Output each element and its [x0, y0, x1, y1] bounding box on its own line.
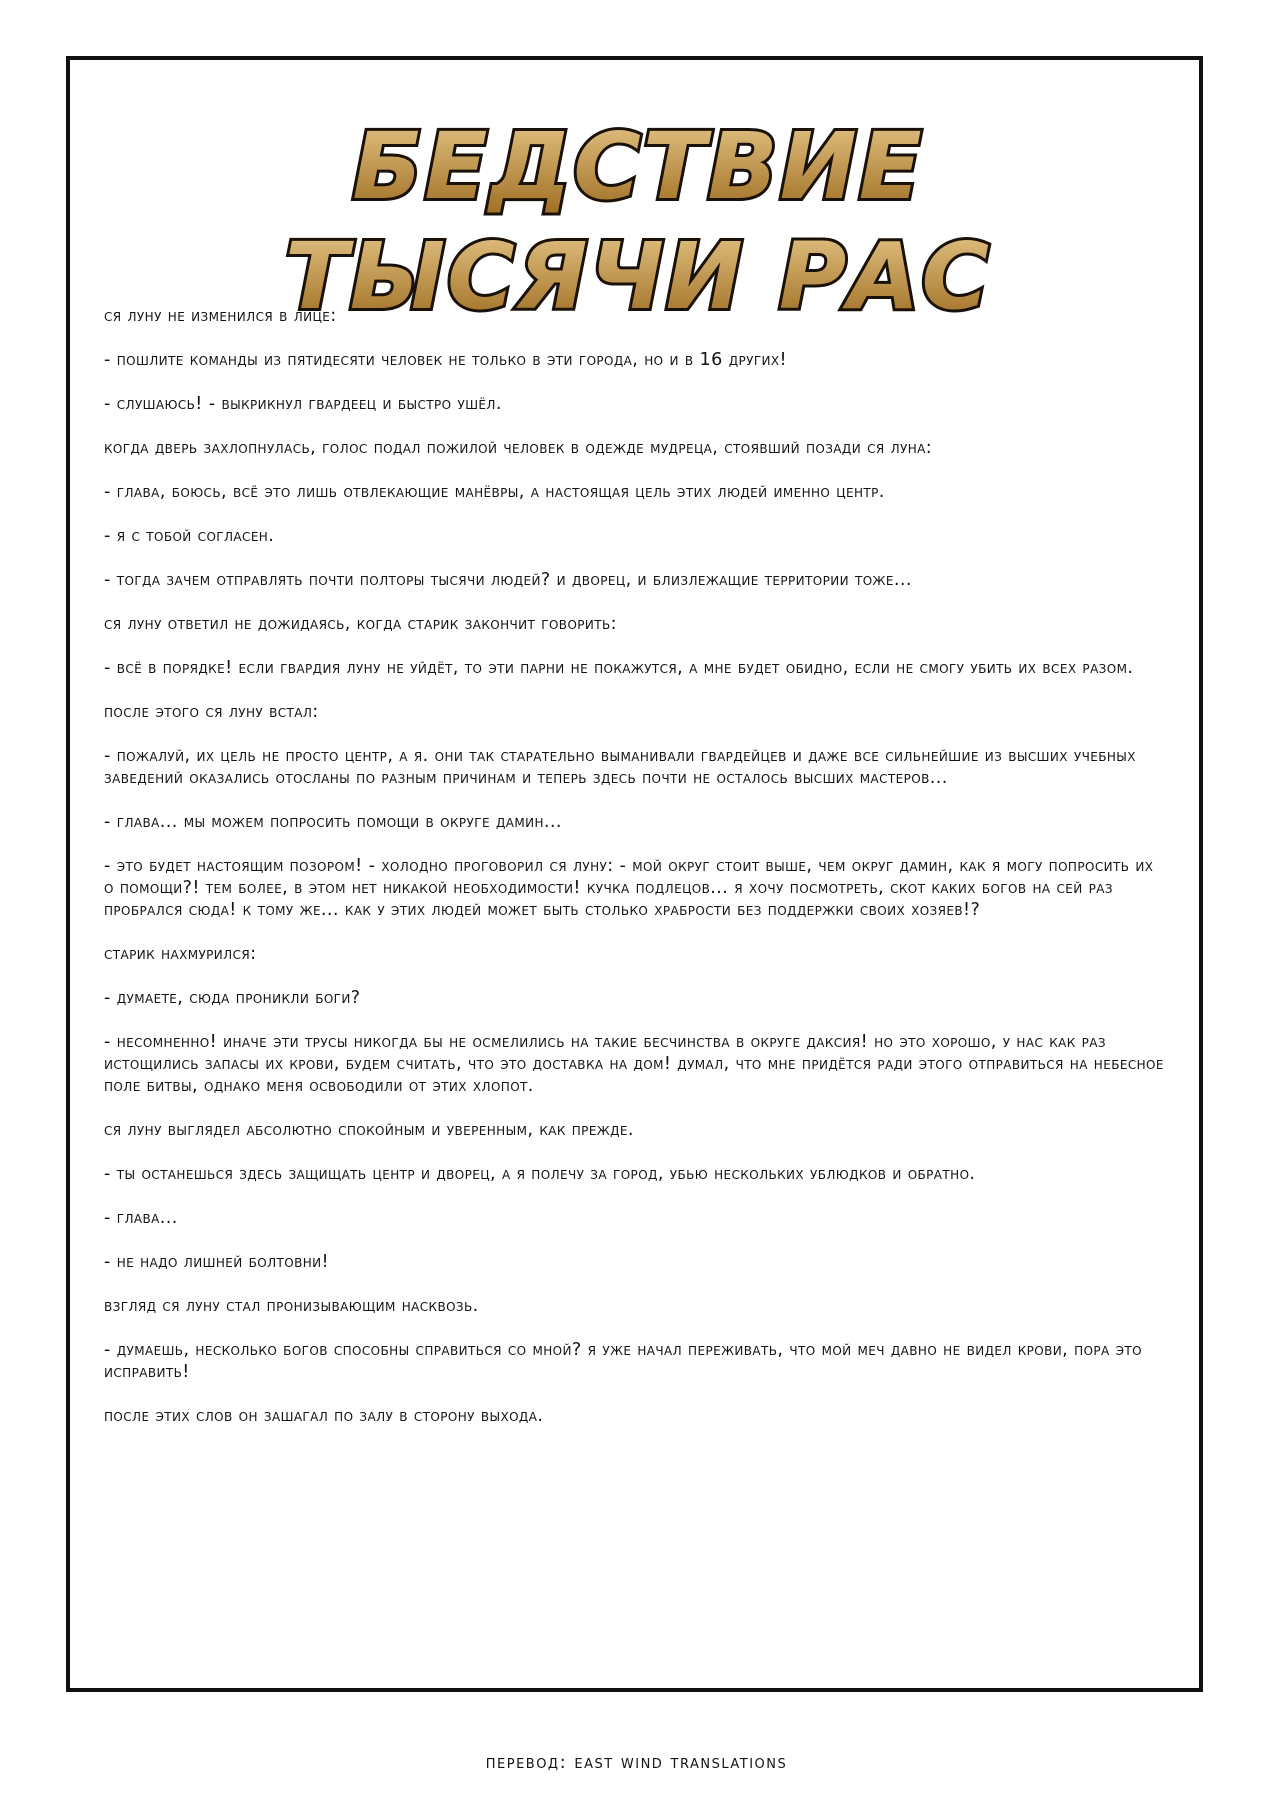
title-logo: [270, 90, 1007, 340]
paragraph: ся луну выглядел абсолютно спокойным и уверенным, как прежде.: [104, 1120, 634, 1140]
paragraph: - думаешь, несколько богов способны справиться со мной? я уже начал переживать, что мой меч давно не видел крови, пора это исправить!: [104, 1340, 1143, 1382]
paragraph: - всё в порядке! если гвардия луну не уйдёт, то эти парни не покажутся, а мне будет обидно, если не смогу убить их всех разом.: [104, 658, 1134, 678]
paragraph: - глава... мы можем попросить помощи в округе дамин...: [104, 812, 562, 832]
paragraph: когда дверь захлопнулась, голос подал пожилой человек в одежде мудреца, стоявший позади ся луна:: [104, 438, 933, 458]
paragraph: - это будет настоящим позором! - холодно проговорил ся луну: - мой округ стоит выше, чем округ дамин, как я могу попросить их о помощи?! тем более, в этом нет никакой необходимости! кучка подлецов... я хочу посмотреть, скот каких богов на сей раз пробрался сюда! к тому же... как у этих людей может быть столько храбрости без поддержки своих хозяев!?: [104, 856, 1154, 920]
paragraph: - думаете, сюда проникли боги?: [104, 988, 361, 1008]
paragraph: - не надо лишней болтовни!: [104, 1252, 329, 1272]
paragraph: - ты останешься здесь защищать центр и дворец, а я полечу за город, убью нескольких ублюдков и обратно.: [104, 1164, 976, 1184]
paragraph: - тогда зачем отправлять почти полторы тысячи людей? и дворец, и близлежащие территории тоже...: [104, 570, 912, 590]
page-frame: [66, 56, 1203, 1692]
paragraph: - несомненно! иначе эти трусы никогда бы не осмелились на такие бесчинства в округе даксия! но это хорошо, у нас как раз истощились запасы их крови, будем считать, что это доставка на дом! думал, что мне придётся ради этого отправиться на небесное поле битвы, однако меня освободили от этих хлопот.: [104, 1032, 1164, 1096]
paragraph: после этих слов он зашагал по залу в сторону выхода.: [104, 1406, 544, 1426]
paragraph: - слушаюсь! - выкрикнул гвардеец и быстро ушёл.: [104, 394, 502, 414]
paragraph: старик нахмурился:: [104, 944, 257, 964]
paragraph: ся луну не изменился в лице:: [104, 306, 337, 326]
paragraph: после этого ся луну встал:: [104, 702, 319, 722]
title-line-2: ТЫСЯЧИ РАС: [285, 223, 991, 330]
paragraph: - пожалуй, их цель не просто центр, а я. они так старательно выманивали гвардейцев и даже все сильнейшие из высших учебных заведений оказались отосланы по разным причинам и теперь здесь почти не осталось высших мастеров...: [104, 746, 1136, 788]
title-line-1: БЕДСТВИЕ: [352, 113, 924, 220]
paragraph: - глава, боюсь, всё это лишь отвлекающие манёвры, а настоящая цель этих людей именно центр.: [104, 482, 885, 502]
paragraph: взгляд ся луну стал пронизывающим насквозь.: [104, 1296, 479, 1316]
paragraph: - пошлите команды из пятидесяти человек не только в эти города, но и в 16 других!: [104, 350, 787, 370]
paragraph: - я с тобой согласен.: [104, 526, 275, 546]
text-body: [104, 305, 1164, 1635]
title-logo-graphic: [270, 90, 1007, 340]
translation-credit: перевод: east wind translations: [485, 1752, 788, 1773]
paragraph: ся луну ответил не дожидаясь, когда старик закончит говорить:: [104, 614, 617, 634]
paragraph: - глава...: [104, 1208, 178, 1228]
